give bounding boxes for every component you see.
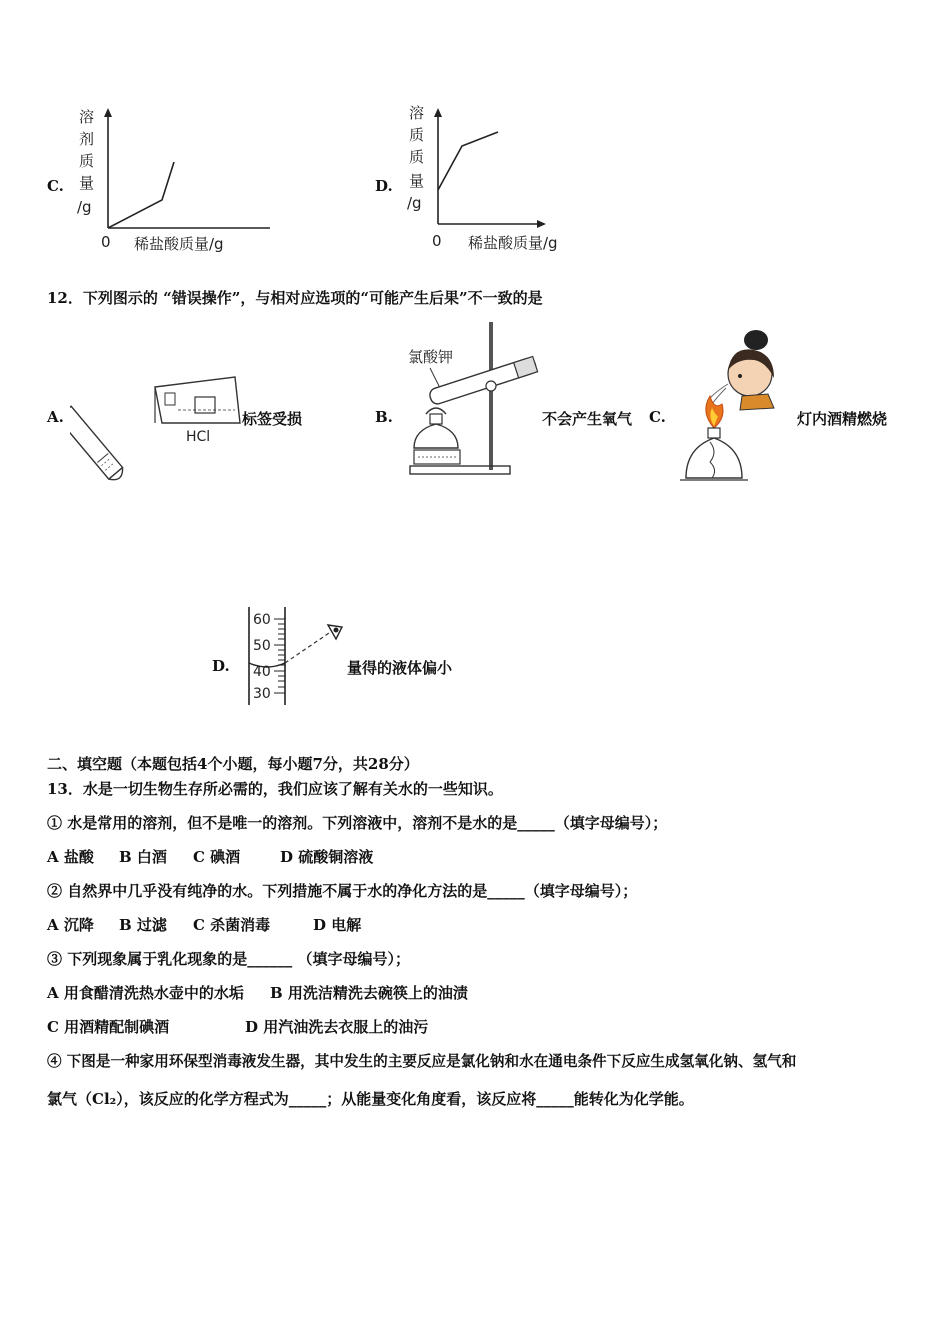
q13-part4-line1: ④ 下图是一种家用环保型消毒液发生器，其中发生的主要反应是氯化钠和水在通电条件下反应生成氢氧化钠、氢气和: [47, 1053, 797, 1070]
q13-p2-opt-b: B 过滤: [119, 916, 167, 934]
q13-part2: ② 自然界中几乎没有纯净的水。下列措施不属于水的净化方法的是_____（填字母编号）；: [47, 882, 638, 900]
bottle-label-box: [195, 397, 215, 413]
option-d-label: D.: [375, 177, 393, 195]
q13-p3-opt-d: D 用汽油洗去衣服上的油污: [245, 1018, 429, 1036]
q13-p2-opt-c: C 杀菌消毒: [193, 916, 271, 934]
option-c-label: C.: [47, 177, 64, 195]
q12-b-result: 不会产生氧气: [542, 410, 633, 428]
test-tube-a: [70, 406, 126, 483]
ylabel-c-4: 量: [79, 174, 95, 192]
sight-line: [285, 631, 332, 663]
tick-60: 60: [253, 612, 271, 628]
q13-p3-opt-a: A 用食醋清洗热水壶中的水垢: [47, 984, 244, 1002]
ylabel-d-1: 溶: [409, 104, 425, 122]
q12-d-result: 量得的液体偏小: [347, 659, 453, 677]
q12-d-label: D.: [212, 657, 230, 675]
origin-d: 0: [432, 232, 442, 250]
q13-stem: 13．水是一切生物生存所必需的，我们应该了解有关水的一些知识。: [47, 780, 503, 798]
ylabel-c-5: /g: [77, 198, 92, 216]
ylabel-c-2: 剂: [79, 130, 95, 148]
q13-part3: ③ 下列现象属于乳化现象的是______ （填字母编号）；: [47, 950, 410, 968]
xlabel-d: 稀盐酸质量/g: [468, 234, 558, 252]
ylabel-d-3: 质: [409, 148, 425, 166]
ylabel-c-3: 质: [79, 152, 95, 170]
kclo3-label: 氯酸钾: [408, 348, 454, 366]
hair-bun: [744, 330, 768, 350]
ylabel-d-5: /g: [407, 194, 422, 212]
xlabel-c: 稀盐酸质量/g: [134, 235, 224, 253]
reagent-bottle: [155, 377, 240, 423]
q13-p3-opt-c: C 用酒精配制碘酒: [47, 1018, 170, 1036]
ylabel-d-4: 量: [409, 172, 425, 190]
tick-30: 30: [253, 686, 271, 702]
graph-d: [400, 100, 600, 260]
q13-part4-line2: 氯气（Cl₂），该反应的化学方程式为_____；从能量变化角度看，该反应将_____能转化为化学能。: [47, 1090, 694, 1108]
hcl-label: HCl: [186, 429, 211, 445]
figure-d-cylinder: [240, 603, 350, 708]
q13-p1-opt-b: B 白酒: [119, 848, 167, 866]
q13-p1-opt-d: D 硫酸铜溶液: [280, 848, 374, 866]
origin-c: 0: [101, 233, 111, 251]
y-arrow-c: [104, 108, 112, 117]
q13-p1-opt-a: A 盐酸: [47, 848, 94, 866]
y-arrow-d: [434, 108, 442, 117]
x-arrow-d: [537, 220, 546, 228]
q13-p2-opt-d: D 电解: [313, 916, 362, 934]
tick-40: 40: [253, 664, 271, 680]
stand-base: [410, 466, 510, 474]
q12-c-label: C.: [649, 408, 666, 426]
alcohol-lamp-c: [686, 438, 742, 478]
q12-stem: 12．下列图示的 “错误操作”，与相对应选项的“可能产生后果”不一致的是: [47, 289, 543, 307]
ylabel-c-1: 溶: [79, 108, 95, 126]
q12-a-label: A.: [47, 408, 64, 426]
figure-a-pouring: [70, 365, 245, 490]
tick-50: 50: [253, 638, 271, 654]
graph-c: [70, 100, 270, 260]
iron-stand-pole: [489, 322, 493, 470]
q13-p2-opt-a: A 沉降: [47, 916, 94, 934]
section2-heading: 二、填空题（本题包括4个小题，每小题7分，共28分）: [47, 755, 419, 773]
q12-a-result: 标签受损: [242, 410, 303, 428]
q13-p1-opt-c: C 碘酒: [193, 848, 241, 866]
curve-c: [108, 162, 174, 228]
curve-d: [438, 132, 498, 190]
figure-b-heating: [400, 318, 550, 488]
q13-part1: ① 水是常用的溶剂，但不是唯一的溶剂。下列溶液中，溶剂不是水的是_____（填字母编号）；: [47, 814, 668, 832]
figure-c-blowing: [670, 318, 800, 486]
q13-p3-opt-b: B 用洗洁精洗去碗筷上的油渍: [270, 984, 468, 1002]
q12-c-result: 灯内酒精燃烧: [797, 410, 888, 428]
q12-b-label: B.: [375, 408, 393, 426]
alcohol-lamp-b: [414, 424, 458, 448]
ylabel-d-2: 质: [409, 126, 425, 144]
